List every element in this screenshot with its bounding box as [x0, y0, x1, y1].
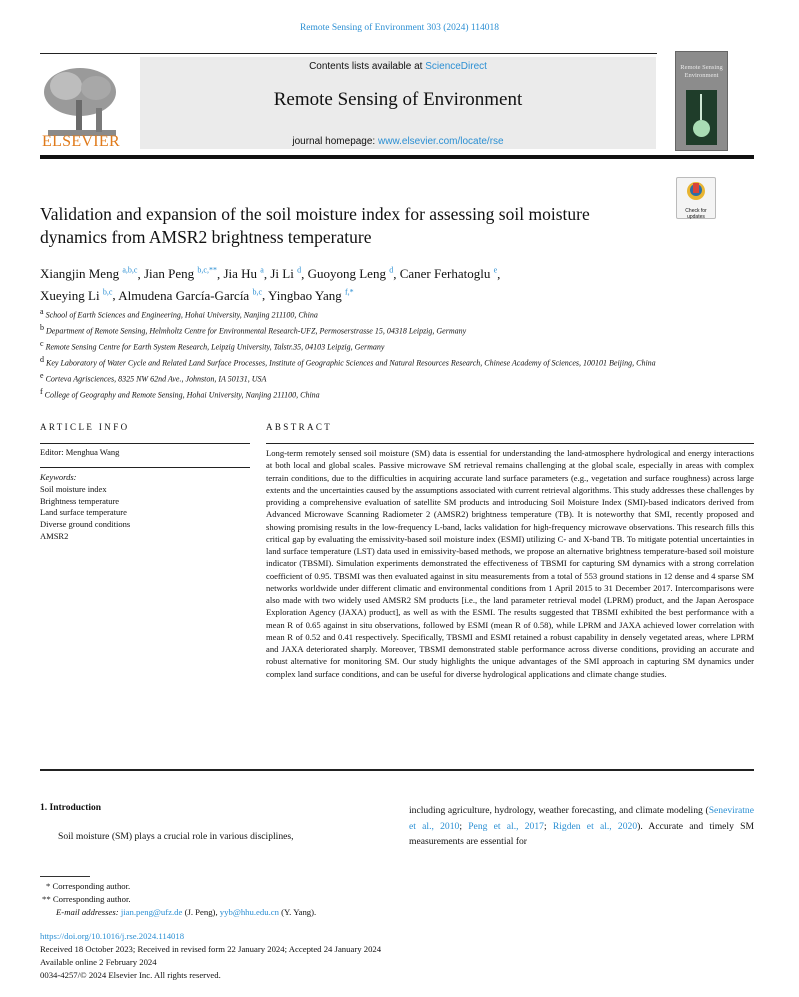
abstract-text: Long-term remotely sensed soil moisture (SM) data is essential for understanding the land-atmosphere hydrological and energy interactions at both local and global scales. Passive microwave SM retrieval remains challenging at the global scale, especially in areas with complex terrain conditions, due to the difficulties in acquiring accurate land surface parameters (e.g., vegetation and surface roughness) across large extents and the uncertainties caused by the assumptions associated with current retrieval algorithms. This study addresses these challenges by providing a comprehensive evaluation of satellite SM products and introducing Soil Moisture Index (SMI)-based indicators derived from Advanced Microwave Scanning Radiometer 2 (AMSR2) brightness temperature (TB). It is noteworthy that SMI, recently proposed and showing promising results in the low-frequency L-band, lacks validation for high-frequency microwave observations. This research fills this critical gap by evaluating the emissivity-based soil moisture index (ESMI) utilizing C- and X-band TB. To mitigate potential uncertainties in land surface temperature (LST) data used in emissivity-based methods, we propose an alternative brightness temperature-based soil moisture indicator (TBSMI). Simulation experiments demonstrated the effectiveness of TBSMI for capturing SM dynamics with a strong correlation coefficient of 0.95. TBSMI was then evaluated against in situ measurements from a total of 553 ground stations in 12 dense and 4 sparse SM networks worldwide under different climatic and environmental conditions from 1 April 2015 to 31 December 2017. Intercomparisons were also made with two widely used AMSR2 SM products [i.e., the land parameter retrieval model (LPRM) product, and the Japan Aerospace Exploration Agency (JAXA) product], as well as with the ESMI. The results suggested that TBSMI exhibited the best performance with a mean R of 0.65 against in situ observations, followed by ESMI (mean R of 0.58), while LPRM and JAXA achieved lower correlation with mean R of 0.52 and 0.41 respectively. Specifically, TBSMI and ESMI retained a robust capability in densely vegetated areas, where LPRM and JAXA deteriorated sharply. Moreover, TBSMI demonstrated stable performance across diverse conditions, providing an accurate and robust alternative for monitoring SM. Our study highlights the unique advantages of the SMI approach in capturing SM dynamics under complex land surface conditions, and can be useful for diverse hydrological applications and climate change studies. [266, 448, 754, 679]
crossmark-label: Check for updates [685, 208, 707, 220]
editor: Editor: Menghua Wang [40, 447, 120, 457]
article-info-divider [40, 467, 250, 468]
footnote-corresponding-2: ** Corresponding author. [42, 894, 131, 904]
author[interactable]: Jia Hu $^a$ [223, 266, 264, 282]
keyword: Soil moisture index [40, 483, 107, 494]
header-thick-rule [40, 155, 754, 159]
abstract-divider [266, 443, 754, 444]
keyword: Land surface temperature [40, 507, 127, 518]
homepage-line [140, 136, 656, 147]
author[interactable]: Xiangjin Meng $^{a,b,c}$ [40, 266, 138, 282]
affiliations [40, 306, 680, 402]
affiliation: $^b$ Department of Remote Sensing, Helmholtz Centre for Environmental Research-UFZ, Permoserstrasse 15, 04318 Leipzig, Germany [40, 322, 467, 336]
footnote-divider [40, 876, 90, 877]
affiliation: $^c$ Remote Sensing Centre for Earth System Research, Leipzig University, Talstr.35, 04103 Leipzig, Germany [40, 338, 385, 352]
citation-link[interactable]: Seneviratne et al., 2010 [409, 805, 754, 832]
keywords-block [40, 472, 130, 543]
copyright: 0034-4257/© 2024 Elsevier Inc. All rights reserved. [40, 970, 221, 980]
sciencedirect-link[interactable]: ScienceDirect [425, 61, 487, 72]
footnote-emails: E-mail addresses: jian.peng@ufz.de (J. Peng), yyb@hhu.edu.cn (Y. Yang). [56, 907, 317, 917]
keyword: AMSR2 [40, 530, 69, 541]
footnotes [40, 880, 316, 919]
contents-prefix: Contents lists available at [309, 61, 426, 72]
author[interactable]: Jian Peng $^{b,c,**}$ [143, 266, 217, 282]
author[interactable]: Xueying Li $^{b,c}$ [40, 287, 113, 303]
author[interactable]: Ji Li $^d$ [270, 266, 302, 282]
article-title: Validation and expansion of the soil moisture index for assessing soil moisture dynamics from AMSR2 brightness temperature [40, 204, 590, 247]
author[interactable]: Guoyong Leng $^d$ [307, 266, 394, 282]
elsevier-wordmark: ELSEVIER [42, 133, 120, 150]
keyword: Diverse ground conditions [40, 519, 131, 530]
abstract-bottom-rule [40, 769, 754, 771]
citation-link[interactable]: Rigden et al., 2020 [552, 820, 638, 832]
check-for-updates-button[interactable] [676, 177, 716, 219]
journal-cover-thumbnail[interactable] [675, 51, 728, 151]
introduction-text-right: including agriculture, hydrology, weather forecasting, and climate modeling (Seneviratne et al., 2010; Peng et al., 2017; Rigden et al., 2020). Accurate and timely SM measurements are essential for [409, 805, 754, 847]
footnote-corresponding-1: * Corresponding author. [46, 881, 131, 891]
email-link[interactable]: jian.peng@ufz.de [120, 907, 183, 917]
cover-image [686, 90, 717, 145]
section-heading-introduction: 1. Introduction [40, 803, 102, 813]
article-info-divider [40, 443, 250, 444]
journal-title: Remote Sensing of Environment [273, 89, 523, 110]
affiliation: $^f$ College of Geography and Remote Sensing, Hohai University, Nanjing 211100, China [40, 386, 320, 400]
author-list: Xiangjin Meng $^{a,b,c}$, Jian Peng $^{b,c,**}$, Jia Hu $^a$, Ji Li $^d$, Guoyong Leng $^d$, Caner Ferhatoglu $^e$, Xueying Li $^{b,c}$, Almudena García-García $^{b,c}$, Yingbao Yang $^{f,*}$ [40, 266, 501, 303]
homepage-prefix: journal homepage: [292, 136, 378, 147]
author[interactable]: Almudena García-García $^{b,c}$ [118, 287, 263, 303]
affiliation: $^a$ School of Earth Sciences and Engineering, Hohai University, Nanjing 211100, China [40, 307, 318, 320]
introduction-text-left: Soil moisture (SM) plays a crucial role in various disciplines, [58, 831, 294, 842]
header-divider [40, 53, 657, 54]
citation-link[interactable]: Peng et al., 2017 [468, 820, 544, 832]
crossmark-icon [677, 178, 715, 204]
affiliation: $^d$ Key Laboratory of Water Cycle and Related Land Surface Processes, Institute of Geographic Sciences and Natural Resources Research, Chinese Academy of Sciences, 100101 Beijing, China [40, 354, 656, 368]
email-link[interactable]: yyb@hhu.edu.cn [219, 907, 279, 917]
cover-title: Remote Sensing Environment [680, 64, 723, 79]
author[interactable]: Caner Ferhatoglu $^e$ [399, 266, 498, 282]
doi-link[interactable]: https://doi.org/10.1016/j.rse.2024.114018 [40, 931, 185, 941]
keywords-label: Keywords: [40, 472, 77, 482]
article-info-heading: ARTICLE INFO [40, 422, 130, 432]
available-online: Available online 2 February 2024 [40, 957, 157, 967]
publication-info [40, 930, 381, 982]
publication-history: Received 18 October 2023; Received in revised form 22 January 2024; Accepted 24 January 2024 [40, 944, 382, 954]
keyword: Brightness temperature [40, 495, 120, 506]
affiliation: $^e$ Corteva Agrisciences, 8325 NW 62nd Ave., Johnston, IA 50131, USA [40, 370, 267, 384]
abstract-heading: ABSTRACT [266, 422, 333, 432]
author[interactable]: Yingbao Yang $^{f,*}$ [268, 287, 354, 303]
contents-line [140, 61, 656, 72]
journal-reference-link[interactable]: Remote Sensing of Environment 303 (2024) 114018 [299, 23, 500, 33]
journal-homepage-link[interactable]: www.elsevier.com/locate/rse [378, 136, 504, 147]
